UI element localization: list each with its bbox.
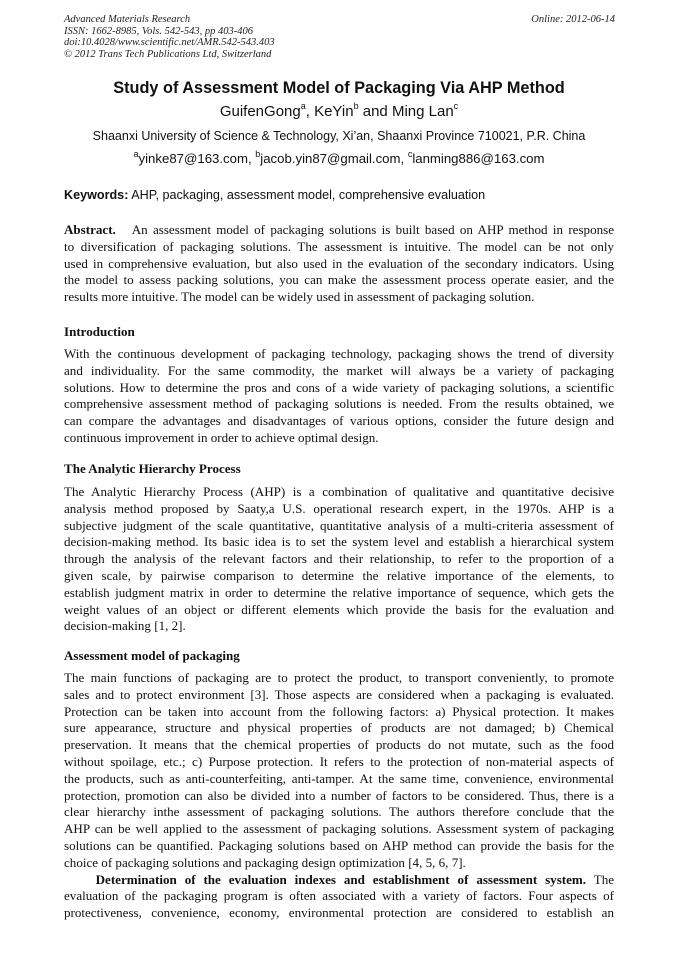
email-link[interactable]: jacob.yin87@gmail.com, [260,151,408,166]
text-line: clear hierarchy inthe assessment of packaging solutions. The authors therefore conclude that the [64,804,614,820]
author-separator: , [305,103,315,120]
keywords-label: Keywords: [64,188,129,202]
text-line: establish judgment matrix in order to determine the relative importance of sequence, which gets the [64,584,614,600]
introduction-body [64,346,614,447]
paper-title: Study of Assessment Model of Packaging Via AHP Method [113,79,565,97]
abstract-line: used in comprehensive evaluation, but also used in the evaluation of the secondary indicators. Using [64,255,614,271]
text-line: the products, such as anti-counterfeiting, anti-tamper. At the same time, convenience, environmental [64,770,614,786]
text-line: weight values of an object or different elements which provide the basis for the evaluation and [64,601,614,617]
keywords-text: AHP, packaging, assessment model, comprehensive evaluation [128,188,486,202]
section-heading-introduction: Introduction [64,324,135,339]
text-line: The Analytic Hierarchy Process (AHP) is a combination of qualitative and quantitative decisive [64,484,614,499]
ahp-body [64,484,614,635]
email-link[interactable]: yinke87@163.com, [138,151,256,166]
text-line: subjective judgment of the scale quantitative, quantitative analysis of a multi-criteria assessment of [64,517,614,533]
author-separator: and [358,103,392,120]
text-line: sales and to protect environment [3]. Those aspects are considered when a packaging is evaluated. [64,686,614,702]
run-in-heading: Determination of the evaluation indexes and establishment of assessment system. [95,871,587,887]
text-line: preservation. It means that the chemical properties of products do not mutate, such as the food [64,737,614,753]
text-line: analysis method proposed by Saaty,a U.S. operational research expert, in the 1970s. AHP is a [64,500,614,516]
abstract-label: Abstract. [64,222,116,237]
text-line: and individuality. For the same commodity, the market will always be a variety of packaging [64,362,614,378]
abstract-text: An assessment model of packaging solutions is built based on AHP method in response [131,222,614,237]
text-line: given scale, by pairwise comparison to determine the relative importance of the elements, to [64,567,614,583]
email-mark: a [133,148,139,159]
section-heading-ahp: The Analytic Hierarchy Process [64,461,241,476]
text-line: can compare the advantages and disadvantages of various options, consider the future design and [64,413,614,429]
author-affil-mark: a [300,101,306,111]
text-line: protectiveness, convenience, economy, environmental protection are considered to establish an [64,905,614,921]
section-heading-assessment: Assessment model of packaging [64,648,240,663]
journal-header [64,14,275,60]
text-line: Protection can be taken into account from the following factors: a) Physical protection. It makes [64,703,614,719]
author-name: Ming Lan [391,103,454,120]
author-name: KeYin [314,103,354,120]
email-link[interactable]: lanming886@163.com [412,151,545,166]
email-mark: c [407,148,413,159]
abstract-line: results more intuitive. The model can be widely used in assessment of packaging solution. [64,289,535,305]
keywords [64,188,624,202]
text-line: With the continuous development of packaging technology, packaging shows the trend of diversity [64,346,614,361]
journal-name: Advanced Materials Research [64,14,191,25]
online-date: Online: 2012-06-14 [531,14,615,25]
text-line: The main functions of packaging are to protect the product, to transport conveniently, to promote [64,670,614,685]
text-line: without spoilage, etc.; c) Purpose protection. It refers to the protection of non-material aspects of [64,753,614,769]
abstract [64,222,614,306]
assessment-body [64,670,614,922]
abstract-line: to diversification of packaging solutions. The assessment is intuitive. The model can be not only [64,238,614,254]
text-line: comprehensive assessment method of packaging solutions is needed. From the results obtained, we [64,396,614,412]
text-fragment: The [586,871,615,887]
affiliation: Shaanxi University of Science & Technology, Xi’an, Shaanxi Province 710021, P.R. China [92,129,586,143]
author-list [0,103,678,120]
text-line: sure appearance, structure and physical properties of products are not damaged; b) Chemical [64,720,614,736]
email-mark: b [255,148,261,159]
doi: doi:10.4028/www.scientific.net/AMR.542-543.403 [64,37,275,49]
text-line: evaluation of the packaging program is often associated with a variety of factors. Four aspects of [64,888,614,904]
abstract-line [64,222,614,239]
text-line [64,872,614,889]
text-line: protection, promotion can also be divided into a number of factors to be considered. Thus, there is a [64,787,614,803]
copyright: © 2012 Trans Tech Publications Ltd, Switzerland [64,48,272,60]
text-line: continuous improvement in order to achieve optimal design. [64,429,379,445]
abstract-line: the model to assess packing solutions, you can make the assessment process operate easier, and the [64,272,614,288]
author-emails [0,148,678,166]
author-affil-mark: c [453,101,459,111]
text-line: solutions. How to determine the pros and cons of a wide variety of packaging solutions, a scientific [64,379,614,395]
text-line: decision-making method. Its basic idea is to set the system level and establish a hierarchical system [64,534,614,550]
author-name: GuifenGong [219,103,301,120]
issn: ISSN: 1662-8985, Vols. 542-543, pp 403-406 [64,25,253,37]
text-line: AHP can be well applied to the assessment of packaging solutions. Assessment system of packaging [64,821,614,837]
text-line: solutions can be quantified. Packaging solutions based on AHP method can provide the basis for the [64,837,614,853]
text-line: choice of packaging solutions and packaging design optimization [4, 5, 6, 7]. [64,854,466,870]
text-line: through the analysis of the relevant factors and their relationship, to refer to the proportion of a [64,551,614,567]
text-line: decision-making [1, 2]. [64,618,186,634]
author-affil-mark: b [353,101,359,111]
